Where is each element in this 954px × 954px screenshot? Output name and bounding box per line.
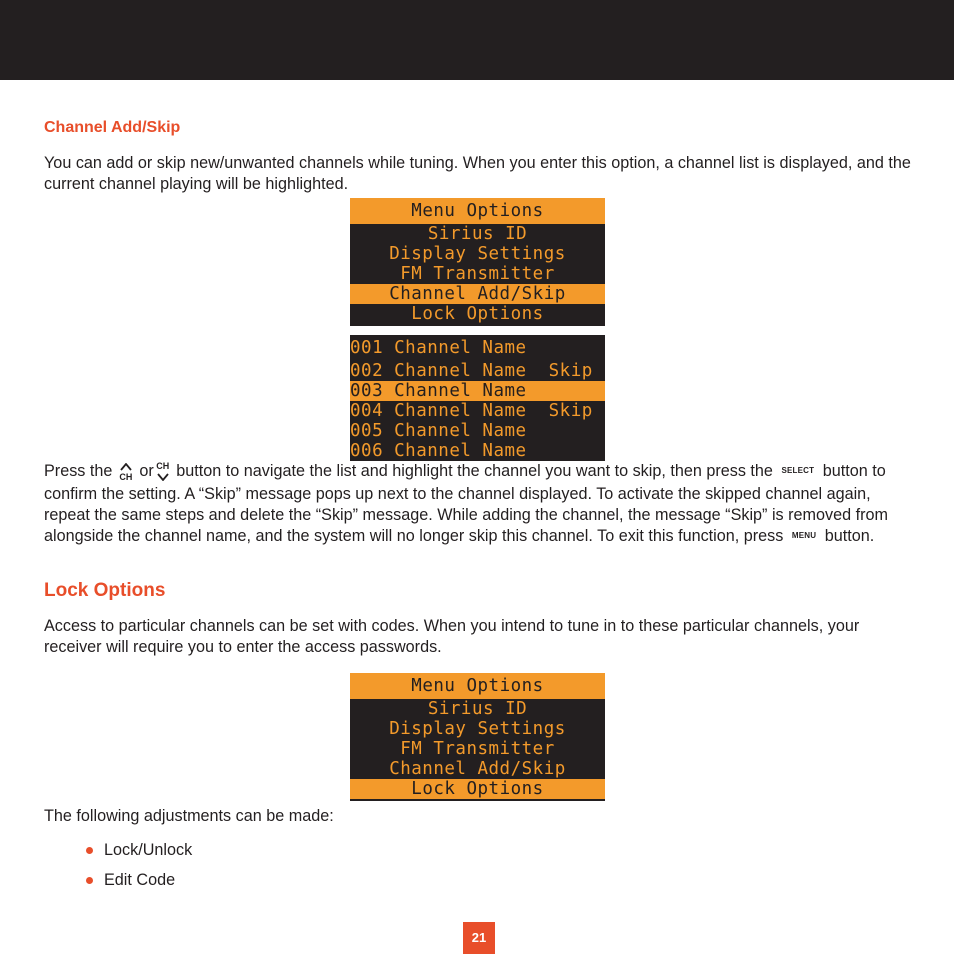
- lcd-menu-item: Lock Options: [411, 304, 544, 324]
- lcd-menu-item: FM Transmitter: [400, 264, 555, 284]
- instructions-text: or: [134, 462, 154, 480]
- bullet-icon: [86, 847, 93, 854]
- lcd-channel-row-highlighted: 003 Channel Name: [350, 381, 605, 401]
- ch-up-label: CH: [119, 471, 133, 482]
- lcd-menu-item: Sirius ID: [427, 699, 528, 719]
- adjustments-intro: The following adjustments can be made:: [44, 807, 334, 825]
- lcd-menu-item: Sirius ID: [427, 224, 528, 244]
- lcd-menu-title: Menu Options: [350, 198, 605, 224]
- lcd-menu-item: Display Settings: [389, 719, 566, 739]
- lock-options-intro: Access to particular channels can be set with codes. When you intend to tune in to these particular channels, your receiver will require you to enter the access passwords.: [44, 617, 860, 656]
- ch-up-icon: [117, 462, 135, 482]
- lcd-menu-options-screen-lock: [350, 673, 605, 801]
- list-item-label: Edit Code: [104, 871, 176, 889]
- list-item: [86, 870, 192, 900]
- lcd-channel-row: 001 Channel Name: [350, 338, 527, 358]
- lcd-menu-title: Menu Options: [350, 673, 605, 699]
- lcd-menu-item: FM Transmitter: [400, 739, 555, 759]
- page-number: 21: [463, 922, 495, 954]
- lcd-channel-row: 002 Channel Name Skip: [350, 361, 593, 381]
- ch-down-label: CH: [156, 460, 170, 471]
- lcd-menu-options-screen: [350, 198, 605, 326]
- lcd-channel-list-screen: [350, 335, 605, 461]
- ch-down-icon: [154, 462, 172, 482]
- lcd-menu-item-highlighted: Channel Add/Skip: [350, 284, 605, 304]
- navigation-instructions: [44, 461, 914, 549]
- bullet-icon: [86, 877, 93, 884]
- select-button-icon: SELECT: [781, 466, 815, 475]
- list-item-label: Lock/Unlock: [104, 841, 193, 859]
- lcd-menu-item-highlighted: Lock Options: [350, 779, 605, 799]
- lcd-channel-row: 004 Channel Name Skip: [350, 401, 593, 421]
- lcd-menu-item: Display Settings: [389, 244, 566, 264]
- instructions-text: button.: [820, 527, 875, 545]
- section-heading-lock-options: Lock Options: [44, 580, 166, 601]
- adjustments-list: [86, 840, 192, 900]
- instructions-text: Press the: [44, 462, 117, 480]
- lcd-channel-row: 006 Channel Name: [350, 441, 527, 461]
- menu-button-icon: MENU: [791, 531, 817, 540]
- lcd-menu-item: Channel Add/Skip: [389, 759, 566, 779]
- section-heading-channel-add-skip: Channel Add/Skip: [44, 119, 181, 136]
- lcd-channel-row: 005 Channel Name: [350, 421, 527, 441]
- list-item: [86, 840, 192, 870]
- instructions-text: button to confirm the setting. A “Skip” message pops up next to the channel displayed. To activate the skipped channel again, repeat the same steps and delete the “Skip” message. While adding the channel, the message “Skip” is removed from alongside the channel name, and the system will no longer skip this channel. To exit this function, press: [44, 462, 888, 545]
- channel-add-skip-intro: You can add or skip new/unwanted channels while tuning. When you enter this option, a channel list is displayed, and the current channel playing will be highlighted.: [44, 154, 911, 193]
- header-bar: [0, 0, 954, 80]
- instructions-text: button to navigate the list and highlight the channel you want to skip, then press the: [171, 462, 778, 480]
